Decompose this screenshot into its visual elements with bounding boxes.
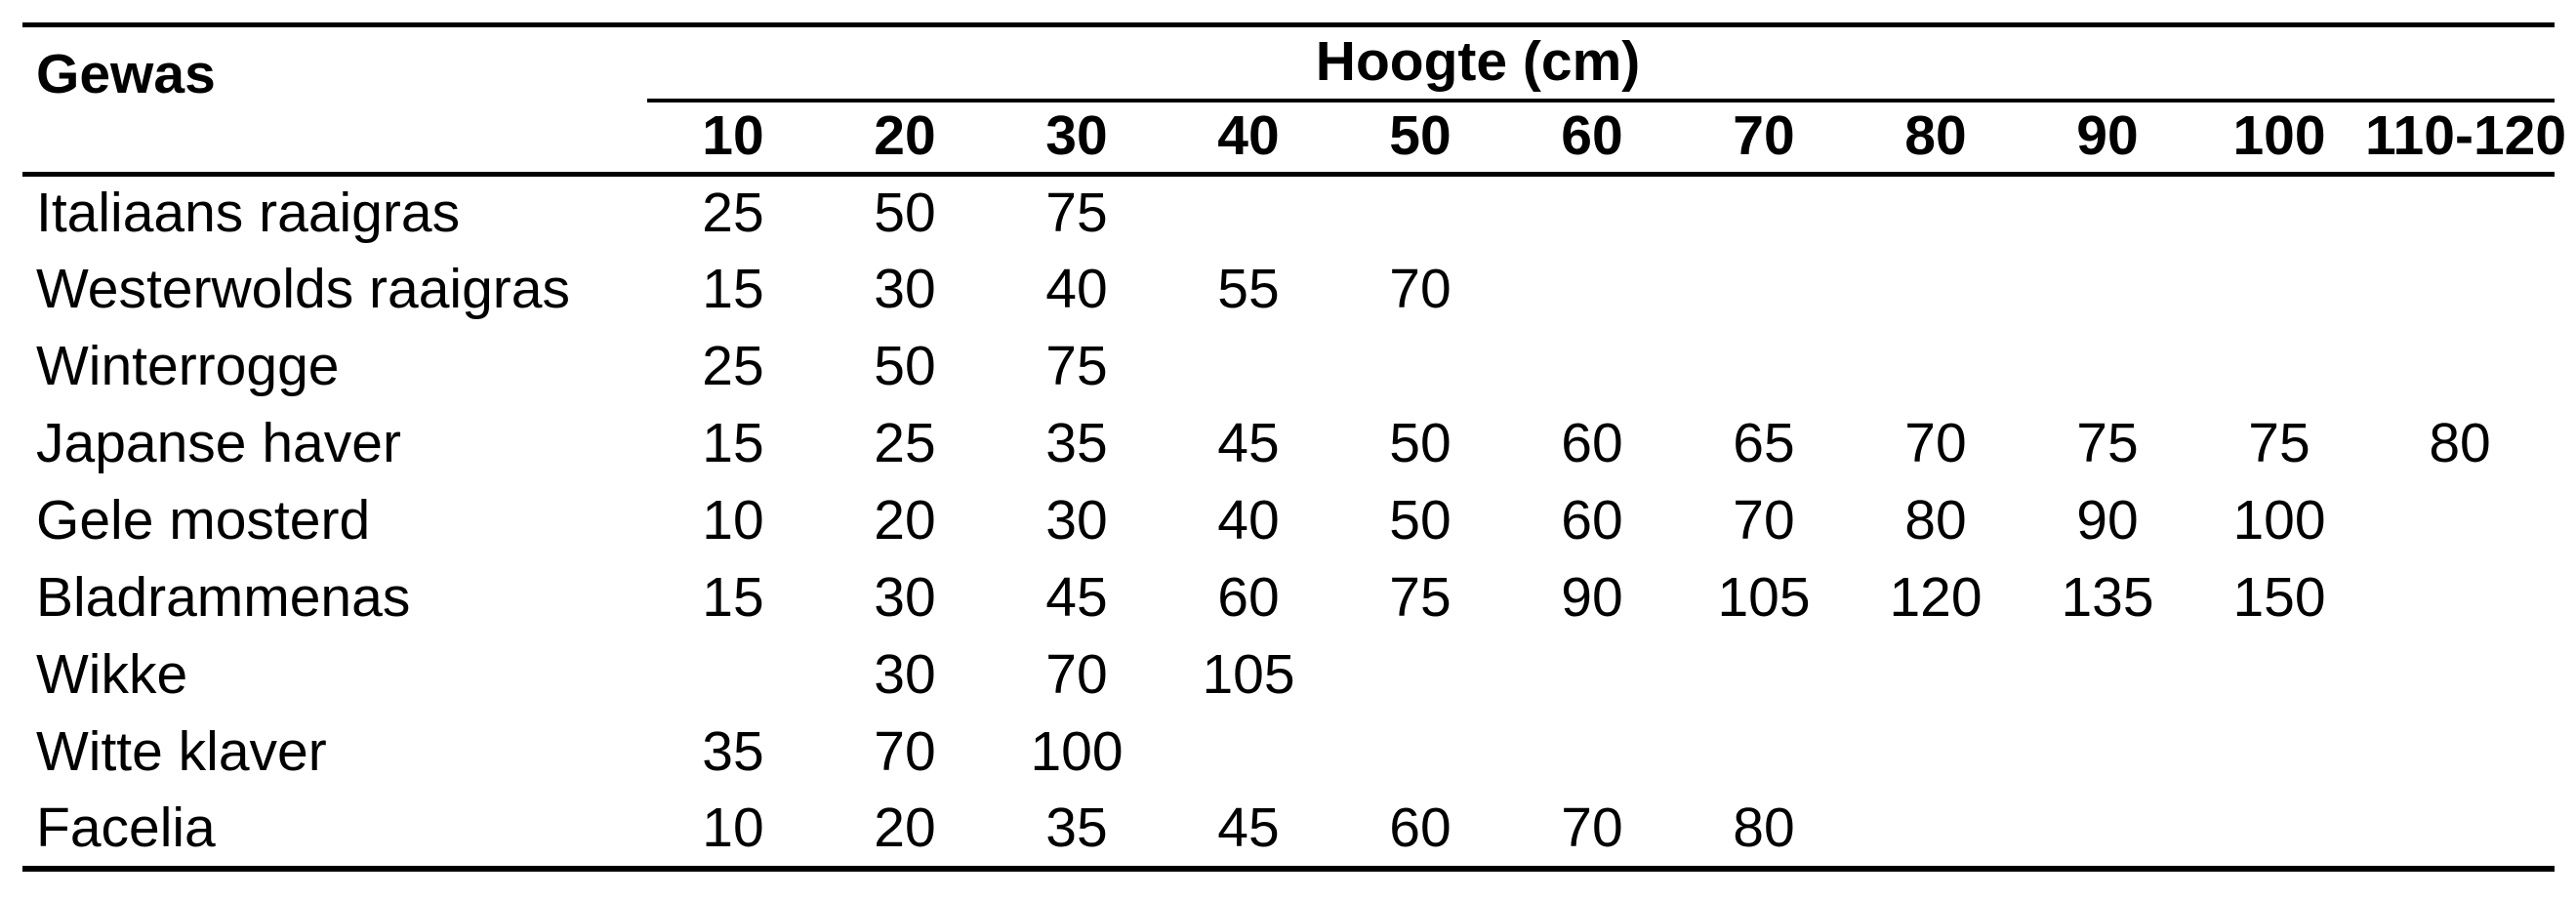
height-value-cell: [1163, 715, 1334, 792]
height-value-cell: 45: [1217, 796, 1280, 859]
height-value-cell: 15: [702, 566, 764, 630]
row-label-gewas: Facelia: [36, 796, 216, 859]
height-value-cell: [2365, 175, 2555, 252]
col-group-header-hoogte-label: Hoogte (cm): [1315, 30, 1641, 94]
height-value-cell: 20: [874, 796, 936, 859]
table-row: [22, 329, 2555, 406]
row-label-gewas: Winterrogge: [36, 335, 340, 398]
height-value-cell: 10: [702, 796, 764, 859]
col-header-60: 60: [1506, 101, 1678, 175]
col-header-110-120: 110-120: [2365, 101, 2555, 175]
table-row: [22, 175, 2555, 252]
height-value-cell: 120: [1889, 566, 1983, 630]
height-value-cell: [1850, 252, 2022, 329]
height-value-cell: 135: [2061, 566, 2154, 630]
height-value-cell: [1850, 329, 2022, 406]
height-value-cell: 45: [1217, 412, 1280, 475]
height-value-cell: 40: [1045, 258, 1108, 321]
col-header-50: 50: [1334, 101, 1506, 175]
height-value-cell: [1334, 637, 1506, 715]
height-value-cell: [2022, 792, 2193, 869]
height-value-cell: [2365, 715, 2555, 792]
col-header-90: 90: [2022, 101, 2193, 175]
height-value-cell: 30: [1045, 489, 1108, 552]
col-header-40: 40: [1163, 101, 1334, 175]
height-value-cell: 25: [874, 412, 936, 475]
height-value-cell: [1850, 792, 2022, 869]
height-value-cell: [2193, 175, 2365, 252]
height-value-cell: 65: [1733, 412, 1795, 475]
height-value-cell: [2365, 560, 2555, 637]
height-value-cell: [1334, 715, 1506, 792]
height-value-cell: 150: [2232, 566, 2326, 630]
height-value-cell: 70: [1561, 796, 1623, 859]
height-value-cell: 80: [1733, 796, 1795, 859]
height-value-cell: 100: [1030, 720, 1124, 784]
height-value-cell: 80: [1904, 489, 1967, 552]
col-header-70: 70: [1678, 101, 1850, 175]
table-body: [22, 175, 2555, 869]
height-value-cell: [1850, 637, 2022, 715]
height-value-cell: 45: [1045, 566, 1108, 630]
height-value-cell: [1506, 637, 1678, 715]
height-value-cell: 70: [1904, 412, 1967, 475]
height-value-cell: 105: [1717, 566, 1811, 630]
row-label-gewas: Gele mosterd: [36, 489, 371, 552]
height-value-cell: [2022, 637, 2193, 715]
height-value-cell: [2193, 715, 2365, 792]
col-header-gewas: Gewas: [22, 25, 647, 175]
height-value-cell: 70: [1389, 258, 1452, 321]
col-header-10: 10: [647, 101, 819, 175]
height-value-cell: 50: [874, 335, 936, 398]
height-value-cell: [1678, 637, 1850, 715]
row-label-gewas: Witte klaver: [36, 720, 327, 784]
height-value-cell: 60: [1389, 796, 1452, 859]
table-header: [22, 25, 2567, 175]
height-value-cell: [1678, 252, 1850, 329]
height-value-cell: [2365, 637, 2555, 715]
height-value-cell: 50: [1389, 412, 1452, 475]
height-value-cell: 35: [1045, 796, 1108, 859]
height-value-cell: 50: [1389, 489, 1452, 552]
height-value-cell: 35: [702, 720, 764, 784]
height-value-cell: 55: [1217, 258, 1280, 321]
height-value-cell: [1678, 175, 1850, 252]
height-value-cell: 75: [1045, 182, 1108, 245]
table-row: [22, 637, 2555, 715]
height-value-cell: 15: [702, 412, 764, 475]
height-value-cell: 40: [1217, 489, 1280, 552]
height-value-cell: [2365, 792, 2555, 869]
height-value-cell: [1506, 715, 1678, 792]
height-value-cell: 35: [1045, 412, 1108, 475]
height-value-cell: 30: [874, 258, 936, 321]
row-label-gewas: Bladrammenas: [36, 566, 411, 630]
height-value-cell: [2193, 792, 2365, 869]
table-row: [22, 252, 2555, 329]
row-label-gewas: Wikke: [36, 643, 188, 707]
height-value-cell: 100: [2232, 489, 2326, 552]
height-value-cell: 75: [1045, 335, 1108, 398]
header-group-row: [22, 25, 2555, 101]
height-value-cell: 75: [2248, 412, 2310, 475]
table-row: [22, 406, 2555, 483]
height-value-cell: [2193, 329, 2365, 406]
height-value-cell: 60: [1561, 412, 1623, 475]
height-value-cell: 60: [1561, 489, 1623, 552]
height-value-cell: [2193, 252, 2365, 329]
height-value-cell: [2193, 637, 2365, 715]
col-header-80: 80: [1850, 101, 2022, 175]
height-value-cell: 25: [702, 182, 764, 245]
height-value-cell: [2022, 252, 2193, 329]
height-value-cell: 60: [1217, 566, 1280, 630]
col-header-20: 20: [819, 101, 991, 175]
height-value-cell: [1678, 715, 1850, 792]
height-value-cell: [2022, 329, 2193, 406]
height-value-cell: 80: [2429, 412, 2491, 475]
height-value-cell: [1334, 329, 1506, 406]
height-value-cell: [1506, 175, 1678, 252]
col-group-header-hoogte: [647, 25, 2555, 101]
height-value-cell: [1850, 175, 2022, 252]
height-value-cell: 70: [1733, 489, 1795, 552]
height-value-cell: 15: [702, 258, 764, 321]
height-value-cell: [2365, 329, 2555, 406]
row-label-gewas: Westerwolds raaigras: [36, 258, 570, 321]
row-label-gewas: Italiaans raaigras: [36, 182, 461, 245]
height-value-cell: [1334, 175, 1506, 252]
height-value-cell: [2365, 252, 2555, 329]
height-value-cell: 30: [874, 566, 936, 630]
table-row: [22, 560, 2555, 637]
height-value-cell: [2365, 483, 2555, 560]
table-row: [22, 792, 2555, 869]
height-value-cell: [1850, 715, 2022, 792]
height-value-cell: [1506, 329, 1678, 406]
height-value-cell: 20: [874, 489, 936, 552]
height-value-cell: 70: [1045, 643, 1108, 707]
height-value-cell: [647, 637, 819, 715]
height-value-cell: 105: [1202, 643, 1295, 707]
col-header-30: 30: [991, 101, 1163, 175]
height-value-cell: [1678, 329, 1850, 406]
crop-height-table: [22, 22, 2567, 872]
height-value-cell: 70: [874, 720, 936, 784]
row-label-gewas: Japanse haver: [36, 412, 401, 475]
height-value-cell: 50: [874, 182, 936, 245]
height-value-cell: 90: [1561, 566, 1623, 630]
height-value-cell: 25: [702, 335, 764, 398]
col-header-100: 100: [2193, 101, 2365, 175]
table-row: [22, 483, 2555, 560]
height-value-cell: 90: [2076, 489, 2139, 552]
height-value-cell: 75: [1389, 566, 1452, 630]
height-value-cell: [2022, 175, 2193, 252]
height-value-cell: [1506, 252, 1678, 329]
height-value-cell: 30: [874, 643, 936, 707]
height-value-cell: [1163, 175, 1334, 252]
height-value-cell: 75: [2076, 412, 2139, 475]
height-value-cell: 10: [702, 489, 764, 552]
height-value-cell: [1163, 329, 1334, 406]
table-row: [22, 715, 2555, 792]
height-value-cell: [2022, 715, 2193, 792]
